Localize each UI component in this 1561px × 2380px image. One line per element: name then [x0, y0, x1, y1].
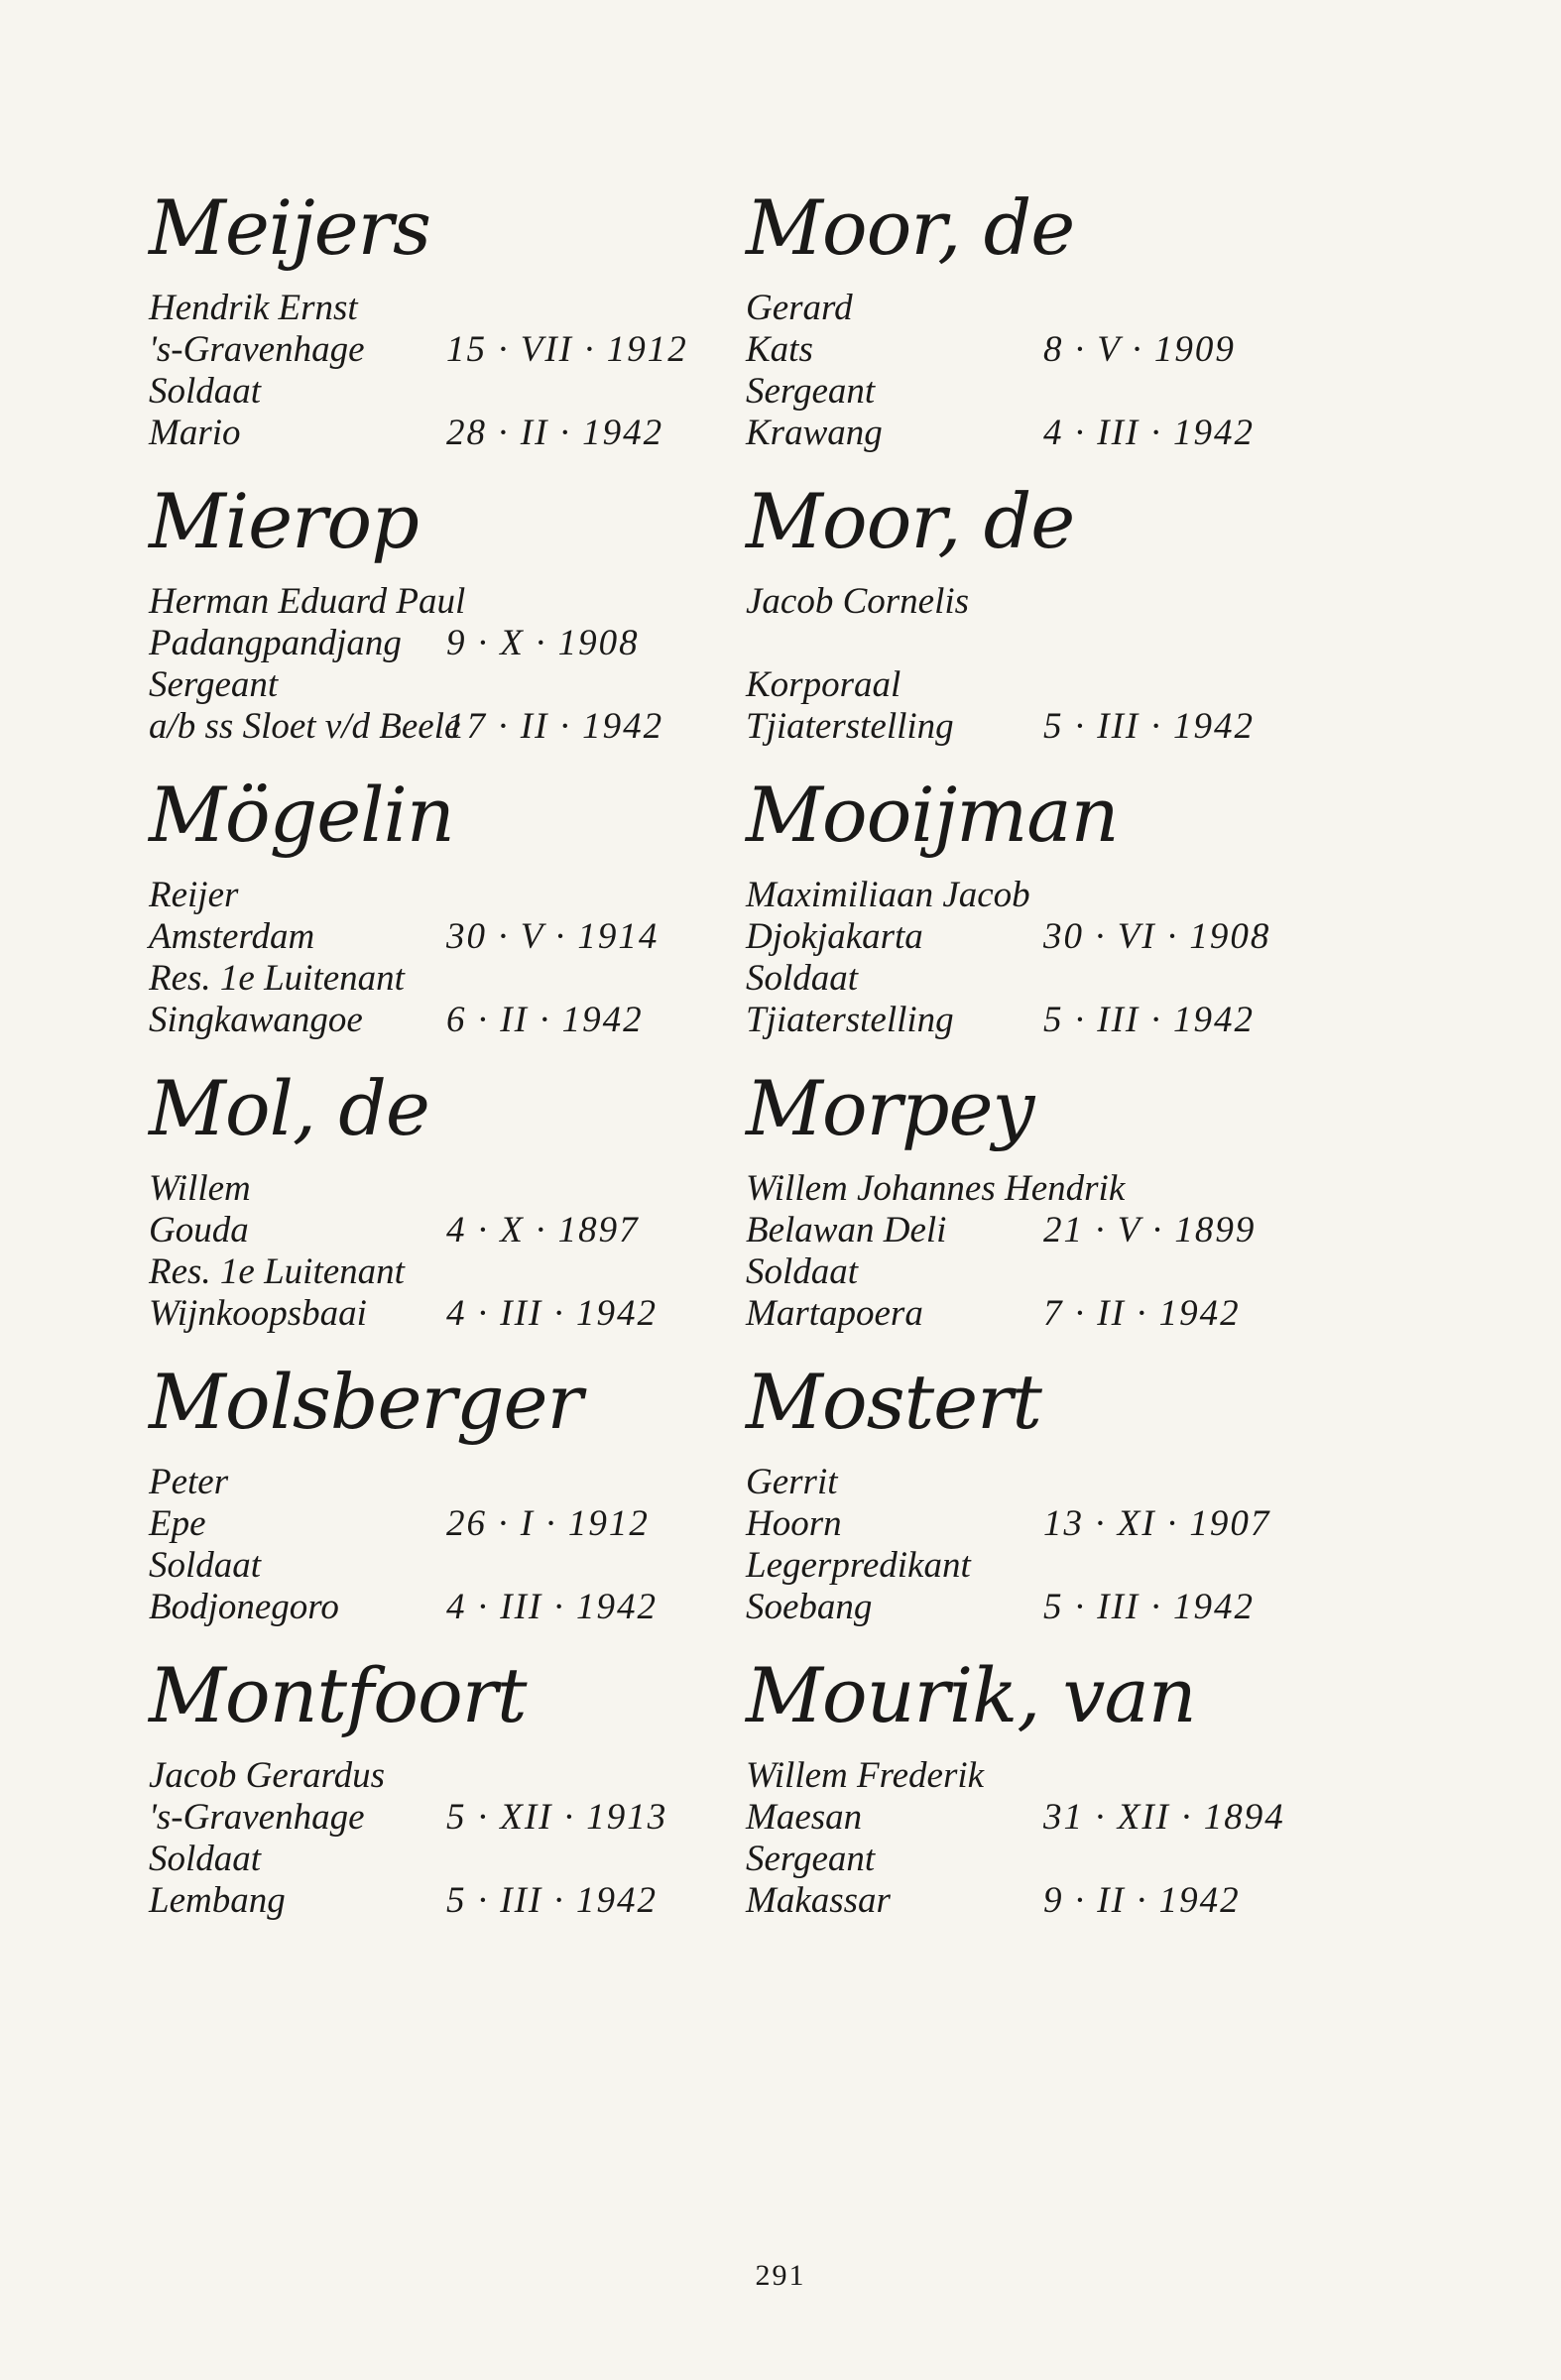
birth-line	[746, 1503, 1301, 1545]
deathdate: 5 · III · 1942	[1043, 1000, 1255, 1040]
given-names: Herman Eduard Paul	[149, 581, 466, 622]
entry	[149, 1059, 704, 1353]
rank: Sergeant	[746, 371, 876, 412]
entry	[149, 178, 704, 472]
deathdate: 4 · III · 1942	[446, 1293, 658, 1334]
surname: Meijers	[149, 183, 430, 272]
birth-line	[746, 329, 1301, 371]
rank: Soldaat	[149, 1839, 262, 1879]
surname: Mierop	[149, 477, 419, 565]
birthdate: 15 · VII · 1912	[446, 329, 688, 370]
birth-line	[746, 623, 1301, 664]
birthplace: Belawan Deli	[746, 1210, 947, 1250]
rank: Sergeant	[149, 664, 279, 705]
surname: Mostert	[746, 1358, 1041, 1446]
birthplace: 's-Gravenhage	[149, 1797, 365, 1838]
death-line	[149, 1000, 704, 1041]
given-names: Hendrik Ernst	[149, 288, 358, 328]
entry	[149, 1353, 704, 1646]
death-line	[149, 413, 704, 454]
deathdate: 5 · III · 1942	[446, 1880, 658, 1921]
rank: Legerpredikant	[746, 1545, 971, 1586]
death-line	[149, 1880, 704, 1922]
given-names: Peter	[149, 1462, 229, 1502]
deathplace: Tjiaterstelling	[746, 1000, 954, 1040]
deathplace: Lembang	[149, 1880, 286, 1921]
deathdate: 5 · III · 1942	[1043, 706, 1255, 747]
surname: Mol, de	[149, 1064, 429, 1152]
entry	[746, 472, 1301, 766]
birth-line	[746, 916, 1301, 958]
death-line	[746, 1880, 1301, 1922]
deathplace: Wijnkoopsbaai	[149, 1293, 367, 1334]
entry	[746, 1353, 1301, 1646]
birthplace: Kats	[746, 329, 813, 370]
deathdate: 4 · III · 1942	[1043, 413, 1255, 453]
entry	[149, 472, 704, 766]
right-column	[746, 178, 1301, 1940]
birthdate: 31 · XII · 1894	[1043, 1797, 1285, 1838]
given-names: Gerrit	[746, 1462, 838, 1502]
rank: Soldaat	[149, 371, 262, 412]
birth-line	[746, 1210, 1301, 1251]
birthplace: Padangpandjang	[149, 623, 402, 663]
deathdate: 4 · III · 1942	[446, 1587, 658, 1627]
birth-line	[149, 1210, 704, 1251]
birth-line	[149, 1503, 704, 1545]
given-names: Reijer	[149, 875, 239, 915]
birthplace: 's-Gravenhage	[149, 329, 365, 370]
birthdate: 21 · V · 1899	[1043, 1210, 1257, 1250]
surname: Moor, de	[746, 477, 1075, 565]
birth-line	[746, 1797, 1301, 1839]
rank: Res. 1e Luitenant	[149, 1251, 405, 1292]
deathdate: 5 · III · 1942	[1043, 1587, 1255, 1627]
page-number: 291	[755, 2259, 806, 2292]
death-line	[746, 1587, 1301, 1628]
birthdate: 13 · XI · 1907	[1043, 1503, 1271, 1544]
birthplace: Amsterdam	[149, 916, 315, 957]
birthplace: Djokjakarta	[746, 916, 923, 957]
entry	[746, 1646, 1301, 1940]
death-line	[746, 1293, 1301, 1335]
surname: Mögelin	[149, 771, 454, 859]
death-line	[149, 1587, 704, 1628]
entry	[746, 766, 1301, 1059]
birth-line	[149, 329, 704, 371]
birthdate: 26 · I · 1912	[446, 1503, 650, 1544]
death-line	[149, 1293, 704, 1335]
birthdate: 8 · V · 1909	[1043, 329, 1236, 370]
left-column	[149, 178, 704, 1940]
surname: Moor, de	[746, 183, 1075, 272]
birthdate: 30 · VI · 1908	[1043, 916, 1271, 957]
surname: Morpey	[746, 1064, 1034, 1152]
rank: Soldaat	[746, 958, 859, 999]
death-line	[746, 706, 1301, 748]
given-names: Jacob Gerardus	[149, 1755, 386, 1796]
birthplace: Hoorn	[746, 1503, 842, 1544]
entry	[149, 1646, 704, 1940]
deathplace: Krawang	[746, 413, 883, 453]
deathplace: Mario	[149, 413, 241, 453]
deathplace: Singkawangoe	[149, 1000, 363, 1040]
birthdate: 30 · V · 1914	[446, 916, 660, 957]
deathplace: Martapoera	[746, 1293, 923, 1334]
deathdate: 7 · II · 1942	[1043, 1293, 1241, 1334]
given-names: Willem Frederik	[746, 1755, 985, 1796]
rank: Soldaat	[746, 1251, 859, 1292]
birthdate: 4 · X · 1897	[446, 1210, 640, 1250]
deathdate: 6 · II · 1942	[446, 1000, 644, 1040]
deathdate: 9 · II · 1942	[1043, 1880, 1241, 1921]
birthdate: 5 · XII · 1913	[446, 1797, 668, 1838]
surname: Mooijman	[746, 771, 1119, 859]
given-names: Gerard	[746, 288, 853, 328]
surname: Molsberger	[149, 1358, 582, 1446]
deathplace: Tjiaterstelling	[746, 706, 954, 747]
birth-line	[149, 623, 704, 664]
deathplace: Soebang	[746, 1587, 873, 1627]
surname: Mourik, van	[746, 1651, 1196, 1739]
birthplace: Maesan	[746, 1797, 863, 1838]
death-line	[746, 413, 1301, 454]
given-names: Maximiliaan Jacob	[746, 875, 1030, 915]
rank: Soldaat	[149, 1545, 262, 1586]
entry	[746, 1059, 1301, 1353]
rank: Res. 1e Luitenant	[149, 958, 405, 999]
birthplace: Epe	[149, 1503, 206, 1544]
deathplace: Bodjonegoro	[149, 1587, 339, 1627]
deathdate: 17 · II · 1942	[446, 706, 664, 747]
rank: Sergeant	[746, 1839, 876, 1879]
death-line	[746, 1000, 1301, 1041]
death-line	[149, 706, 704, 748]
deathplace: a/b ss Sloet v/d Beele	[149, 706, 461, 747]
birth-line	[149, 916, 704, 958]
entry	[149, 766, 704, 1059]
birthdate: 9 · X · 1908	[446, 623, 640, 663]
surname: Montfoort	[149, 1651, 527, 1739]
given-names: Willem Johannes Hendrik	[746, 1168, 1126, 1209]
given-names: Willem	[149, 1168, 251, 1209]
deathdate: 28 · II · 1942	[446, 413, 664, 453]
birth-line	[149, 1797, 704, 1839]
rank: Korporaal	[746, 664, 901, 705]
birthplace: Gouda	[149, 1210, 249, 1250]
deathplace: Makassar	[746, 1880, 891, 1921]
entry	[746, 178, 1301, 472]
given-names: Jacob Cornelis	[746, 581, 970, 622]
